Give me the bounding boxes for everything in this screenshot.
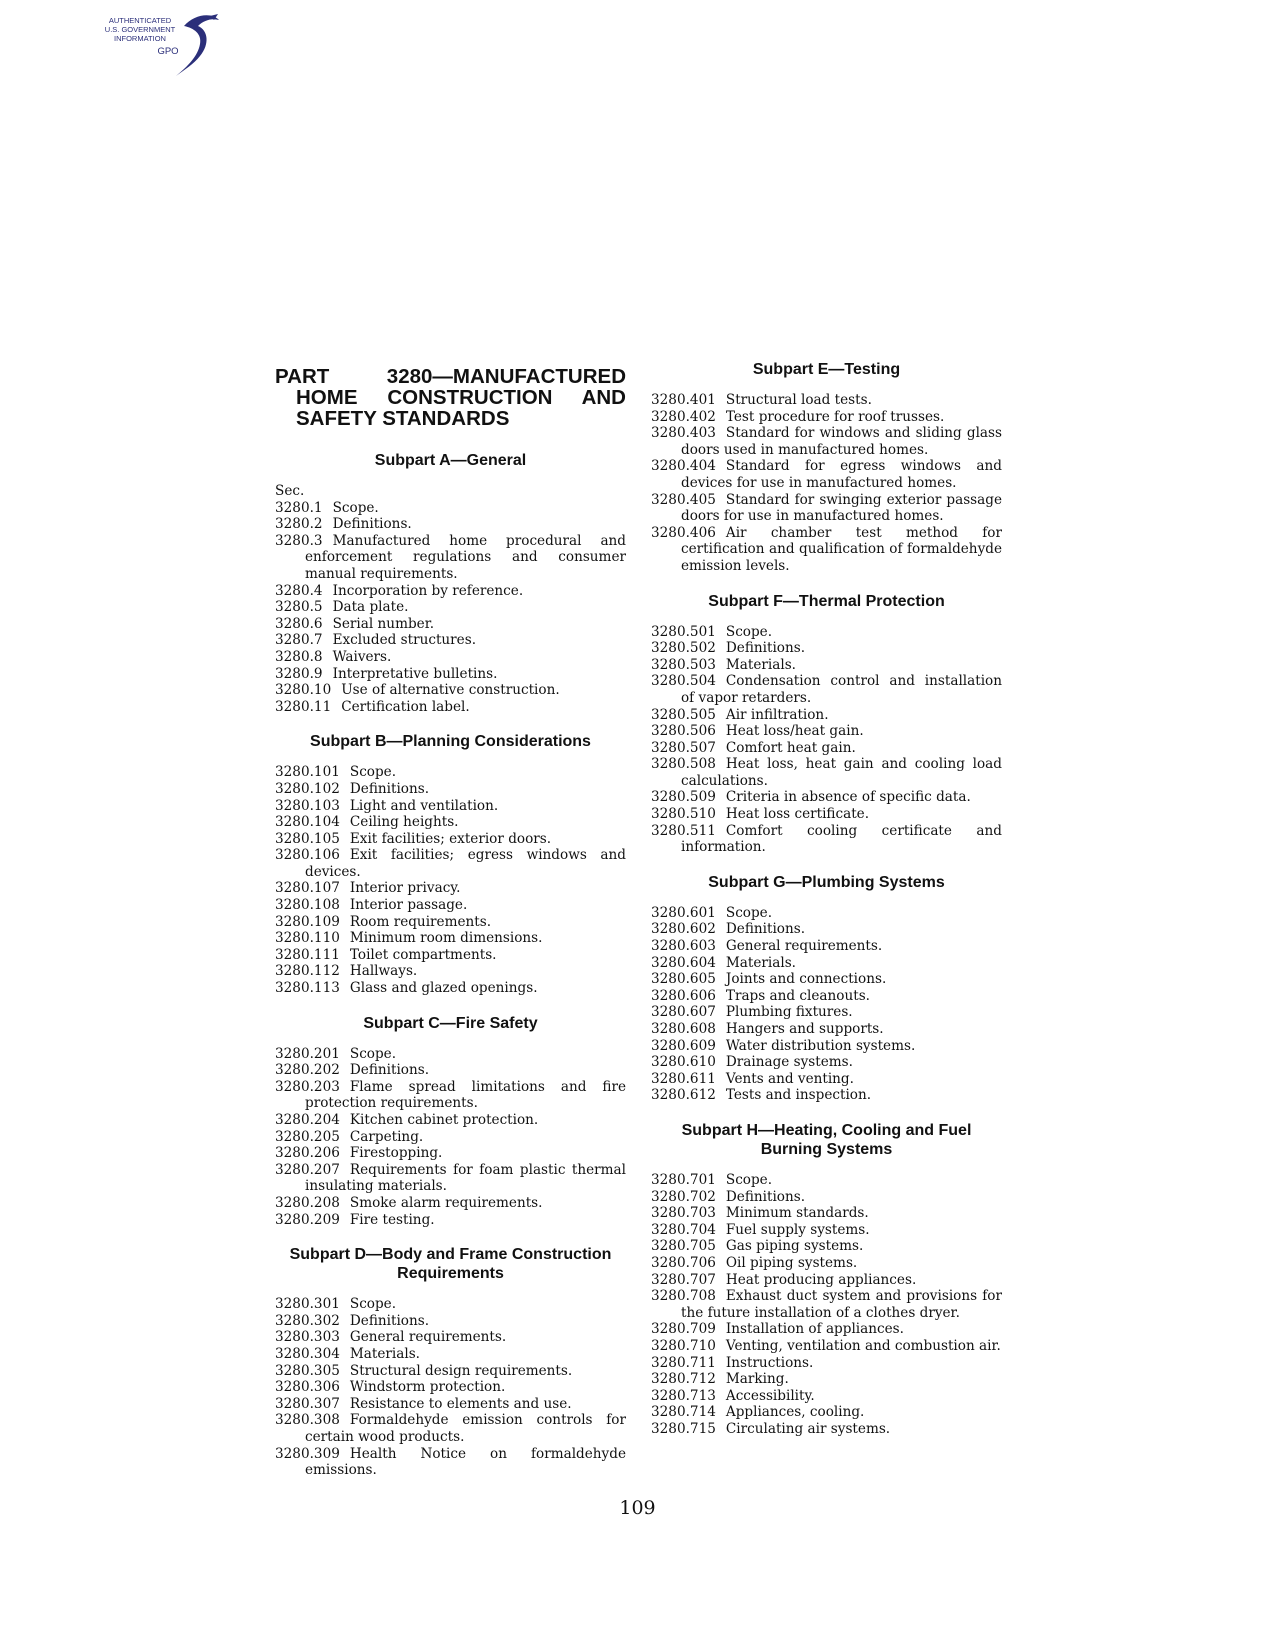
section-number: 3280.502 (651, 640, 716, 657)
section-title: Toilet compartments. (349, 946, 497, 963)
section-number: 3280.112 (275, 963, 340, 980)
section-number: 3280.701 (651, 1171, 716, 1188)
section-number: 3280.503 (651, 656, 716, 673)
section-entry (651, 392, 1002, 409)
section-title: Exit facilities; exterior doors. (349, 830, 552, 847)
section-title: Air infiltration. (725, 706, 829, 723)
section-entry (651, 1338, 1002, 1355)
left-column (275, 366, 626, 1479)
section-number: 3280.605 (651, 971, 716, 988)
section-entry (651, 624, 1002, 641)
section-title: Appliances, cooling. (725, 1404, 865, 1421)
section-entry (651, 1288, 1002, 1321)
section-entry (651, 1054, 1002, 1071)
section-entry (651, 525, 1002, 575)
section-number: 3280.109 (275, 913, 340, 930)
section-title: Marking. (725, 1371, 789, 1388)
section-title: Serial number. (332, 615, 435, 632)
section-title: Materials. (349, 1345, 421, 1362)
section-title: Scope. (725, 623, 773, 640)
section-entry (651, 1238, 1002, 1255)
section-entry (651, 955, 1002, 972)
section-number: 3280.505 (651, 706, 716, 723)
section-number: 3280.406 (651, 524, 716, 541)
svg-text:GPO: GPO (157, 46, 179, 57)
section-number: 3280.208 (275, 1194, 340, 1211)
section-number: 3280.612 (651, 1087, 716, 1104)
section-number: 3280.201 (275, 1045, 340, 1062)
section-number: 3280.5 (275, 599, 323, 616)
section-list (651, 392, 1002, 575)
section-entry (275, 533, 626, 583)
section-entry (651, 657, 1002, 674)
page-number: 109 (619, 1497, 656, 1519)
section-number: 3280.206 (275, 1145, 340, 1162)
section-title: Firestopping. (349, 1145, 443, 1162)
section-number: 3280.510 (651, 806, 716, 823)
section-entry (651, 823, 1002, 856)
section-title: Excluded structures. (332, 632, 477, 649)
section-number: 3280.711 (651, 1354, 716, 1371)
section-entry (651, 707, 1002, 724)
section-number: 3280.107 (275, 880, 340, 897)
section-number: 3280.608 (651, 1021, 716, 1037)
section-title: Comfort cooling certificate and information. (681, 822, 1002, 856)
section-entry (275, 980, 626, 997)
section-entry (651, 905, 1002, 922)
section-number: 3280.3 (275, 532, 323, 549)
section-number: 3280.610 (651, 1054, 716, 1071)
section-number: 3280.712 (651, 1371, 716, 1388)
subpart-heading: Subpart C—Fire Safety (363, 1014, 538, 1032)
section-title: Drainage systems. (725, 1054, 853, 1071)
section-title: Flame spread limitations and fire protection requirements. (305, 1078, 626, 1112)
section-entry (651, 492, 1002, 525)
subpart-heading: Subpart F—Thermal Protection (708, 592, 945, 610)
section-entry (651, 409, 1002, 426)
section-title: Formaldehyde emission controls for certain wood products. (305, 1412, 626, 1445)
section-title: Exit facilities; egress windows and devices. (305, 847, 626, 880)
section-entry (275, 764, 626, 781)
section-number: 3280.707 (651, 1271, 716, 1288)
section-title: Certification label. (341, 698, 470, 715)
section-title: Minimum room dimensions. (349, 930, 543, 947)
section-entry (275, 1112, 626, 1129)
section-entry (275, 930, 626, 947)
section-number: 3280.110 (275, 930, 340, 947)
section-number: 3280.202 (275, 1062, 340, 1079)
section-entry (651, 756, 1002, 789)
section-number: 3280.714 (651, 1404, 716, 1421)
section-title: Definitions. (332, 516, 412, 533)
section-number: 3280.401 (651, 392, 716, 408)
section-number: 3280.609 (651, 1037, 716, 1054)
section-entry (275, 1346, 626, 1363)
section-number: 3280.607 (651, 1004, 716, 1021)
section-entry (275, 814, 626, 831)
section-entry (651, 1371, 1002, 1388)
section-number: 3280.713 (651, 1387, 716, 1404)
section-entry (275, 1396, 626, 1413)
section-list (651, 624, 1002, 856)
section-number: 3280.305 (275, 1362, 340, 1379)
section-entry (275, 666, 626, 683)
section-title: Waivers. (332, 648, 392, 665)
section-entry (651, 1038, 1002, 1055)
section-title: Interpretative bulletins. (332, 665, 498, 682)
section-title: Criteria in absence of specific data. (725, 789, 971, 806)
gpo-authenticated-logo (92, 10, 232, 78)
section-title: Carpeting. (349, 1128, 424, 1145)
section-entry (275, 847, 626, 880)
section-entry (275, 500, 626, 517)
section-entry (275, 632, 626, 649)
section-number: 3280.507 (651, 739, 716, 756)
section-title: Vents and venting. (725, 1070, 854, 1087)
section-entry (275, 1329, 626, 1346)
section-number: 3280.302 (275, 1312, 340, 1329)
section-entry (275, 1363, 626, 1380)
section-title: Test procedure for roof trusses. (725, 408, 945, 425)
section-list (275, 764, 626, 996)
section-title: Scope. (725, 904, 773, 921)
section-entry (275, 1046, 626, 1063)
section-title: Oil piping systems. (725, 1254, 858, 1271)
section-entry (275, 1162, 626, 1195)
section-number: 3280.6 (275, 615, 323, 632)
section-number: 3280.103 (275, 797, 340, 814)
section-entry (651, 806, 1002, 823)
section-title: Definitions. (349, 1312, 430, 1329)
section-number: 3280.704 (651, 1221, 716, 1238)
section-entry (275, 831, 626, 848)
section-list (275, 1296, 626, 1479)
subpart-heading: Subpart D—Body and Frame Construction Requirements (289, 1246, 612, 1283)
section-number: 3280.207 (275, 1161, 340, 1178)
section-number: 3280.307 (275, 1395, 340, 1412)
section-entry (651, 673, 1002, 706)
section-number: 3280.102 (275, 780, 340, 797)
section-number: 3280.705 (651, 1238, 716, 1255)
section-entry (275, 516, 626, 533)
section-entry (275, 1062, 626, 1079)
section-title: Standard for egress windows and devices for use in manufactured homes. (681, 458, 1002, 491)
section-entry (275, 1296, 626, 1313)
section-title: Condensation control and installation of vapor retarders. (681, 673, 1002, 706)
right-column (651, 360, 1002, 1437)
section-number: 3280.205 (275, 1128, 340, 1145)
section-number: 3280.709 (651, 1321, 716, 1338)
section-number: 3280.403 (651, 425, 716, 442)
section-entry (275, 1412, 626, 1445)
section-title: Interior privacy. (349, 880, 461, 897)
section-entry (275, 583, 626, 600)
section-entry (651, 1004, 1002, 1021)
svg-text:U.S. GOVERNMENT: U.S. GOVERNMENT (104, 25, 176, 34)
section-entry (651, 1388, 1002, 1405)
section-title: Comfort heat gain. (725, 739, 856, 756)
section-title: Heat producing appliances. (725, 1271, 917, 1288)
section-title: Smoke alarm requirements. (349, 1194, 543, 1211)
section-title: Scope. (725, 1171, 773, 1188)
section-number: 3280.106 (275, 847, 340, 864)
section-number: 3280.509 (651, 789, 716, 806)
section-title: Exhaust duct system and provisions for the future installation of a clothes dryer. (681, 1288, 1002, 1321)
section-entry (275, 1313, 626, 1330)
section-title: Venting, ventilation and combustion air. (725, 1337, 1001, 1354)
section-entry (275, 1212, 626, 1229)
section-number: 3280.611 (651, 1070, 716, 1087)
section-title: Room requirements. (349, 913, 492, 930)
section-number: 3280.301 (275, 1296, 340, 1313)
section-entry (651, 1205, 1002, 1222)
svg-text:AUTHENTICATED: AUTHENTICATED (108, 16, 172, 25)
section-entry (651, 1021, 1002, 1038)
section-number: 3280.303 (275, 1329, 340, 1346)
section-number: 3280.710 (651, 1337, 716, 1354)
section-number: 3280.1 (275, 499, 323, 516)
section-entry (651, 1404, 1002, 1421)
section-entry (651, 640, 1002, 657)
subpart-heading: Subpart H—Heating, Cooling and Fuel Burning Systems (681, 1121, 972, 1158)
section-number: 3280.111 (275, 946, 340, 963)
section-title: Installation of appliances. (725, 1321, 904, 1338)
section-title: Use of alternative construction. (341, 682, 560, 699)
section-number: 3280.308 (275, 1412, 340, 1429)
section-entry (275, 699, 626, 716)
section-title: Heat loss/heat gain. (725, 723, 864, 740)
section-entry (275, 1379, 626, 1396)
section-number: 3280.702 (651, 1188, 716, 1205)
section-entry (275, 798, 626, 815)
section-title: Minimum standards. (725, 1205, 869, 1222)
section-number: 3280.4 (275, 582, 323, 599)
section-title: Definitions. (349, 780, 430, 797)
section-title: Materials. (725, 656, 797, 673)
section-number: 3280.304 (275, 1345, 340, 1362)
section-title: Scope. (332, 499, 379, 516)
section-number: 3280.602 (651, 921, 716, 938)
section-title: Circulating air systems. (725, 1420, 891, 1437)
section-title: Heat loss, heat gain and cooling load calculations. (681, 756, 1002, 789)
section-number: 3280.203 (275, 1078, 340, 1095)
section-title: Materials. (725, 954, 797, 971)
section-number: 3280.7 (275, 632, 323, 649)
section-title: Resistance to elements and use. (349, 1395, 572, 1412)
subpart-heading: Subpart A—General (374, 452, 527, 469)
section-title: Health Notice on formaldehyde emissions. (305, 1445, 626, 1479)
section-title: Standard for swinging exterior passage doors for use in manufactured homes. (681, 491, 1002, 525)
section-number: 3280.204 (275, 1112, 340, 1128)
section-title: Standard for windows and sliding glass doors used in manufactured homes. (681, 425, 1002, 458)
section-entry (651, 1355, 1002, 1372)
section-number: 3280.402 (651, 408, 716, 425)
section-number: 3280.10 (275, 682, 332, 699)
section-entry (651, 1222, 1002, 1239)
section-title: Hangers and supports. (725, 1021, 884, 1037)
section-title: Definitions. (725, 921, 806, 938)
section-title: Fuel supply systems. (725, 1221, 870, 1238)
section-title: Traps and cleanouts. (725, 987, 870, 1004)
section-title: Data plate. (332, 599, 409, 616)
section-title: Accessibility. (725, 1387, 815, 1404)
section-number: 3280.601 (651, 904, 716, 921)
section-number: 3280.108 (275, 897, 340, 914)
section-number: 3280.9 (275, 665, 323, 682)
section-title: General requirements. (349, 1329, 507, 1346)
section-entry (651, 988, 1002, 1005)
section-title: Ceiling heights. (349, 814, 459, 831)
section-entry (275, 1129, 626, 1146)
section-title: Structural design requirements. (349, 1362, 573, 1379)
section-title: Tests and inspection. (725, 1087, 872, 1104)
section-number: 3280.501 (651, 623, 716, 640)
section-title: Manufactured home procedural and enforcement regulations and consumer manual requirements. (305, 532, 626, 582)
section-number: 3280.2 (275, 516, 323, 533)
section-title: Gas piping systems. (725, 1238, 864, 1255)
section-title: Fire testing. (349, 1211, 435, 1228)
section-entry (275, 1145, 626, 1162)
section-entry (651, 1071, 1002, 1088)
section-entry (651, 1087, 1002, 1104)
section-entry (651, 1272, 1002, 1289)
section-entry (651, 723, 1002, 740)
section-number: 3280.506 (651, 723, 716, 740)
section-number: 3280.706 (651, 1254, 716, 1271)
section-number: 3280.405 (651, 491, 716, 508)
section-entry (275, 682, 626, 699)
section-title: General requirements. (725, 938, 883, 955)
section-number: 3280.113 (275, 980, 340, 997)
section-title: Incorporation by reference. (332, 582, 524, 599)
section-entry (651, 425, 1002, 458)
section-list (651, 905, 1002, 1104)
section-number: 3280.504 (651, 673, 716, 690)
section-entry (651, 1172, 1002, 1189)
section-number: 3280.708 (651, 1288, 716, 1305)
section-entry (651, 1255, 1002, 1272)
section-title: Windstorm protection. (349, 1379, 506, 1396)
section-title: Hallways. (349, 963, 418, 980)
section-list (275, 1046, 626, 1229)
section-entry (651, 1321, 1002, 1338)
section-number: 3280.309 (275, 1445, 340, 1462)
section-number: 3280.603 (651, 938, 716, 955)
section-entry (651, 938, 1002, 955)
section-number: 3280.209 (275, 1211, 340, 1228)
section-title: Instructions. (725, 1354, 814, 1371)
section-entry (275, 1079, 626, 1112)
subpart-heading: Subpart G—Plumbing Systems (708, 873, 945, 891)
section-entry (275, 599, 626, 616)
section-number: 3280.604 (651, 954, 716, 971)
section-entry (275, 880, 626, 897)
section-title: Scope. (349, 1045, 397, 1062)
section-title: Interior passage. (349, 897, 468, 914)
section-number: 3280.8 (275, 648, 323, 665)
section-number: 3280.606 (651, 987, 716, 1004)
section-title: Heat loss certificate. (725, 806, 870, 823)
section-number: 3280.105 (275, 830, 340, 847)
section-entry (275, 1446, 626, 1479)
section-number: 3280.104 (275, 814, 340, 831)
subpart-heading: Subpart B—Planning Considerations (310, 733, 591, 751)
section-number: 3280.703 (651, 1205, 716, 1222)
section-entry (275, 914, 626, 931)
section-entry (651, 789, 1002, 806)
section-title: Definitions. (725, 1188, 806, 1205)
subpart-heading: Subpart E—Testing (752, 361, 901, 378)
section-list (651, 1172, 1002, 1438)
section-entry (651, 458, 1002, 491)
section-number: 3280.508 (651, 756, 716, 773)
section-entry (275, 947, 626, 964)
section-title: Glass and glazed openings. (349, 980, 538, 997)
section-entry (651, 1189, 1002, 1206)
section-title: Plumbing fixtures. (725, 1004, 853, 1021)
section-entry (275, 1195, 626, 1212)
section-entry (651, 921, 1002, 938)
section-title: Definitions. (349, 1062, 430, 1079)
section-title: Kitchen cabinet protection. (349, 1112, 539, 1128)
section-number: 3280.404 (651, 458, 716, 475)
section-label: Sec. (275, 483, 305, 499)
section-number: 3280.511 (651, 822, 716, 839)
section-title: Scope. (349, 1296, 397, 1313)
section-title: Water distribution systems. (725, 1037, 916, 1054)
section-title: Joints and connections. (725, 971, 887, 988)
section-title: Definitions. (725, 640, 806, 657)
section-list (275, 500, 626, 716)
section-title: Requirements for foam plastic thermal insulating materials. (305, 1161, 626, 1195)
svg-text:INFORMATION: INFORMATION (114, 34, 166, 43)
section-number: 3280.101 (275, 764, 340, 781)
section-title: Air chamber test method for certification and qualification of formaldehyde emission levels. (681, 524, 1002, 574)
section-entry (275, 616, 626, 633)
section-entry (275, 897, 626, 914)
section-entry (275, 963, 626, 980)
section-number: 3280.11 (275, 698, 332, 715)
section-entry (275, 781, 626, 798)
section-entry (275, 649, 626, 666)
section-number: 3280.306 (275, 1379, 340, 1396)
section-title: Light and ventilation. (349, 797, 499, 814)
section-title: Scope. (349, 764, 397, 781)
section-entry (651, 1421, 1002, 1438)
section-entry (651, 971, 1002, 988)
part-title: PART 3280—MANUFACTURED HOME CONSTRUCTION AND SAFETY STANDARDS (275, 365, 626, 430)
section-number: 3280.715 (651, 1420, 716, 1437)
section-title: Structural load tests. (725, 392, 872, 408)
section-entry (651, 740, 1002, 757)
